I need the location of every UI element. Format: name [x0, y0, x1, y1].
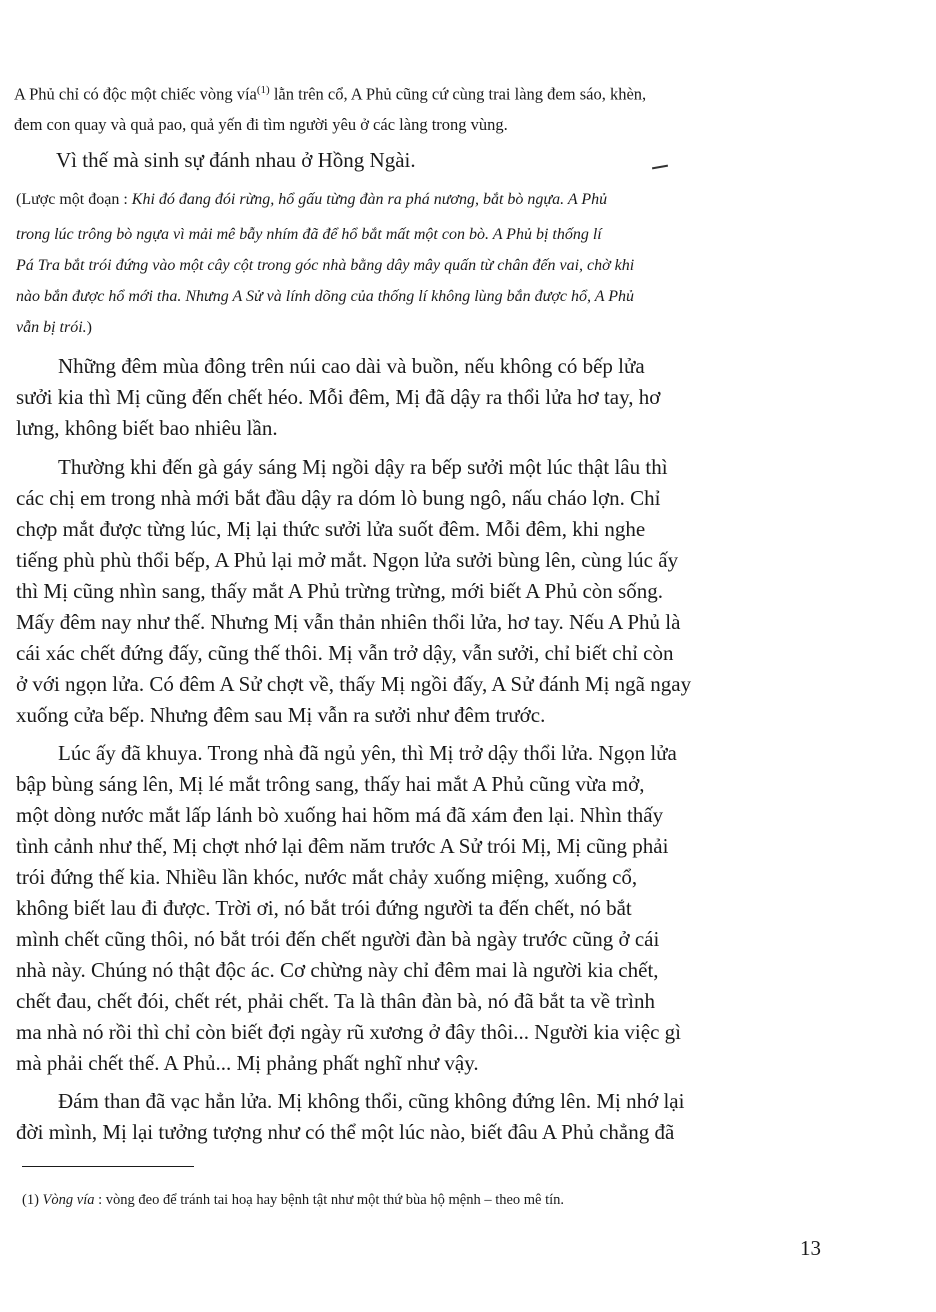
para3-line-11: mà phải chết thế. A Phủ... Mị phảng phất nghĩ như vậy. — [16, 1051, 479, 1075]
para1-line-1: Những đêm mùa đông trên núi cao dài và buồn, nếu không có bếp lửa — [58, 354, 645, 378]
para3-line-7: mình chết cũng thôi, nó bắt trói đến chết người đàn bà ngày trước cũng ở cái — [16, 927, 660, 951]
para3-line-6: không biết lau đi được. Trời ơi, nó bắt trói đứng người ta đến chết, nó bắt — [16, 896, 632, 920]
para2-line-2: các chị em trong nhà mới bắt đầu dậy ra dóm lò bung ngô, nấu cháo lợn. Chỉ — [16, 486, 661, 510]
para2-line-7: cái xác chết đứng đấy, cũng thế thôi. Mị vẫn trở dậy, vẫn sưởi, chỉ biết chỉ còn — [16, 641, 674, 665]
stray-mark — [652, 165, 668, 170]
para3-line-10: ma nhà nó rồi thì chỉ còn biết đợi ngày rũ xương ở đây thôi... Người kia việc gì — [16, 1020, 681, 1044]
footnote-mark: (1) — [22, 1192, 43, 1208]
para2-line-8: ở với ngọn lửa. Có đêm A Sử chợt về, thấy Mị ngồi đấy, A Sử đánh Mị ngã ngay — [16, 672, 692, 696]
para4-line-2: đời mình, Mị lại tưởng tượng như có thể một lúc nào, biết đâu A Phủ chẳng đã — [16, 1120, 675, 1144]
intro-line-1 — [14, 84, 646, 105]
para2-line-9: xuống cửa bếp. Nhưng đêm sau Mị vẫn ra sưởi như đêm trước. — [16, 703, 546, 727]
intro-text-a: A Phủ chỉ có độc một chiếc vòng vía — [14, 84, 257, 104]
para3-line-1: Lúc ấy đã khuya. Trong nhà đã ngủ yên, thì Mị trở dậy thổi lửa. Ngọn lửa — [58, 741, 677, 765]
footnote-rule — [22, 1166, 194, 1167]
para3-line-5: trói đứng thế kia. Nhiều lần khóc, nước mắt chảy xuống miệng, xuống cổ, — [16, 865, 638, 889]
para4-line-1: Đám than đã vạc hẳn lửa. Mị không thổi, cũng không đứng lên. Mị nhớ lại — [58, 1089, 685, 1113]
omitted-line-2: trong lúc trông bò ngựa vì mải mê bẫy nhím đã để hổ bắt mất một con bò. A Phủ bị thống lí — [16, 226, 602, 243]
footnote-ref: (1) — [256, 84, 270, 96]
para2-line-6: Mấy đêm nay như thế. Nhưng Mị vẫn thản nhiên thổi lửa, hơ tay. Nếu A Phủ là — [16, 610, 681, 634]
para3-line-3: một dòng nước mắt lấp lánh bò xuống hai hõm má đã xám đen lại. Nhìn thấy — [16, 803, 664, 827]
para2-line-1: Thường khi đến gà gáy sáng Mị ngồi dậy ra bếp sưởi một lúc thật lâu thì — [58, 455, 668, 479]
footnote-text: : vòng đeo để tránh tai hoạ hay bệnh tật như một thứ bùa hộ mệnh – theo mê tín. — [94, 1192, 565, 1208]
vi-the-line: Vì thế mà sinh sự đánh nhau ở Hồng Ngài. — [56, 148, 416, 172]
omitted-line-5: vẫn bị trói.) — [16, 319, 92, 336]
para3-line-2: bập bùng sáng lên, Mị lé mắt trông sang, thấy hai mắt A Phủ cũng vừa mở, — [16, 772, 645, 796]
omitted-label: (Lược một đoạn : — [16, 191, 132, 208]
intro-text-b: lằn trên cổ, A Phủ cũng cứ cùng trai làng đem sáo, khèn, — [269, 84, 647, 104]
omitted-line-3: Pá Tra bắt trói đứng vào một cây cột trong góc nhà bằng dây mây quấn từ chân đến vai, chờ khi — [16, 257, 635, 274]
para1-line-2: sưởi kia thì Mị cũng đến chết héo. Mỗi đêm, Mị đã dậy ra thổi lửa hơ tay, hơ — [16, 385, 661, 409]
para2-line-5: thì Mị cũng nhìn sang, thấy mắt A Phủ trừng trừng, mới biết A Phủ còn sống. — [16, 579, 663, 603]
omitted-line-1: (Lược một đoạn : Khi đó đang đói rừng, hổ gấu từng đàn ra phá nương, bắt bò ngựa. A Phủ — [16, 191, 608, 208]
para3-line-4: tình cảnh như thế, Mị chợt nhớ lại đêm năm trước A Sử trói Mị, Mị cũng phải — [16, 834, 669, 858]
page-number: 13 — [800, 1236, 821, 1260]
para3-line-9: chết đau, chết đói, chết rét, phải chết. Ta là thân đàn bà, nó đã bắt ta về trình — [16, 989, 655, 1013]
footnote — [22, 1192, 564, 1209]
footnote-term: Vòng vía — [42, 1192, 95, 1208]
para2-line-4: tiếng phù phù thổi bếp, A Phủ lại mở mắt. Ngọn lửa sưởi bùng lên, cùng lúc ấy — [16, 548, 679, 572]
intro-line-2: đem con quay và quả pao, quả yến đi tìm người yêu ở các làng trong vùng. — [14, 115, 508, 134]
para2-line-3: chợp mắt được từng lúc, Mị lại thức sưởi lửa suốt đêm. Mỗi đêm, khi nghe — [16, 517, 646, 541]
para1-line-3: lưng, không biết bao nhiêu lần. — [16, 416, 278, 440]
omitted-line-4: nào bắn được hổ mới tha. Nhưng A Sử và lính dõng của thống lí không lùng bắn được hổ, A Phủ — [16, 288, 634, 305]
para3-line-8: nhà này. Chúng nó thật độc ác. Cơ chừng này chỉ đêm mai là người kia chết, — [16, 958, 659, 982]
